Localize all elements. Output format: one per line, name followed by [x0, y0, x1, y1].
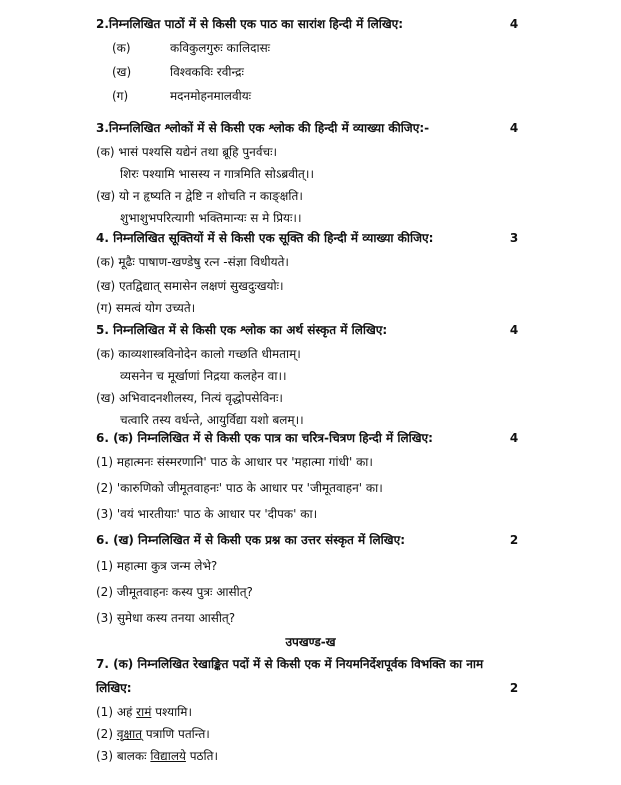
- option-key: (क): [112, 41, 131, 55]
- question-4: [96, 228, 621, 248]
- item-text: (2): [96, 727, 117, 741]
- underlined-word: विद्यालये: [150, 749, 186, 763]
- list-item: (ग) समत्वं योग उच्यते।: [96, 301, 196, 315]
- list-item: (2) 'कारुणिको जीमूतवाहनः' पाठ के आधार पर 'जीमूतवाहन' का।: [96, 481, 383, 495]
- verse-line: शिरः पश्यामि भासस्य न गात्रमिति सोऽब्रवीत्।।: [120, 167, 314, 181]
- option-row: [0, 38, 621, 58]
- list-item: (3) 'वयं भारतीयाः' पाठ के आधार पर 'दीपक' का।: [96, 507, 318, 521]
- verse-line: (ख) अभिवादनशीलस्य, नित्यं वृद्धोपसेविनः।: [96, 391, 283, 405]
- verse-line: (क) काव्यशास्त्रविनोदेन कालो गच्छति धीमताम्।: [96, 347, 301, 361]
- verse-line: (ख) यो न हृष्यति न द्वेष्टि न शोचति न काङ्क्षति।: [96, 189, 303, 203]
- option-text: कविकुलगुरुः कालिदासः: [170, 41, 271, 55]
- question-6a: [96, 428, 621, 448]
- list-item: (2) जीमूतवाहनः कस्य पुत्रः आसीत्?: [96, 585, 253, 599]
- option-key: (ग): [112, 89, 129, 103]
- verse-line: शुभाशुभपरित्यागी भक्तिमान्यः स मे प्रियः।।: [120, 211, 302, 225]
- section-heading: उपखण्ड-ख: [285, 635, 336, 649]
- question-text: 6. (क) निम्नलिखित में से किसी एक पात्र का चरित्र-चित्रण हिन्दी में लिखिए:: [96, 431, 433, 445]
- question-text: 2.निम्नलिखित पाठों में से किसी एक पाठ का सारांश हिन्दी में लिखिए:: [96, 17, 404, 31]
- list-item: (ख) एतद्विद्यात् समासेन लक्षणं सुखदुःखयोः।: [96, 279, 284, 293]
- item-text: पठति।: [185, 749, 219, 763]
- question-text: 6. (ख) निम्नलिखित में से किसी एक प्रश्न का उत्तर संस्कृत में लिखिए:: [96, 533, 406, 547]
- marks: 3: [509, 231, 519, 245]
- list-item: [96, 724, 621, 744]
- underlined-word: रामं: [136, 705, 152, 719]
- question-text: 5. निम्नलिखित में से किसी एक श्लोक का अर्थ संस्कृत में लिखिए:: [96, 323, 388, 337]
- marks: 4: [509, 431, 519, 445]
- marks: 2: [509, 681, 519, 695]
- option-text: मदनमोहनमालवीयः: [170, 89, 252, 103]
- item-text: (3) बालकः: [96, 749, 151, 763]
- marks: 2: [509, 533, 519, 547]
- list-item: [96, 702, 621, 722]
- option-key: (ख): [112, 65, 132, 79]
- marks: 4: [509, 323, 519, 337]
- question-text: 3.निम्नलिखित श्लोकों में से किसी एक श्लोक की हिन्दी में व्याख्या कीजिए:-: [96, 121, 430, 135]
- question-2: [96, 14, 621, 34]
- question-text: लिखिए:: [96, 681, 132, 695]
- option-row: [0, 86, 621, 106]
- question-text: 4. निम्नलिखित सूक्तियों में से किसी एक सूक्ति की हिन्दी में व्याख्या कीजिए:: [96, 231, 434, 245]
- option-text: विश्वकविः रवीन्द्रः: [170, 65, 244, 79]
- verse-line: (क) भासं पश्यसि यद्येनं तथा ब्रूहि पुनर्वचः।: [96, 145, 278, 159]
- item-text: पत्राणि पतन्ति।: [142, 727, 210, 741]
- marks: 4: [509, 17, 519, 31]
- question-6b: [96, 530, 621, 550]
- question-7-cont: [96, 678, 621, 698]
- question-5: [96, 320, 621, 340]
- verse-line: व्यसनेन च मूर्खाणां निद्रया कलहेन वा।।: [120, 369, 287, 383]
- list-item: (1) महात्मनः संस्मरणानि' पाठ के आधार पर 'महात्मा गांधी' का।: [96, 455, 373, 469]
- option-row: [0, 62, 621, 82]
- item-text: पश्यामि।: [151, 705, 193, 719]
- list-item: (3) सुमेधा कस्य तनया आसीत्?: [96, 611, 236, 625]
- question-text: 7. (क) निम्नलिखित रेखाङ्कित पदों में से किसी एक में नियमनिर्देशपूर्वक विभक्ति का नाम: [96, 657, 484, 671]
- item-text: (1) अहं: [96, 705, 137, 719]
- list-item: [96, 746, 621, 766]
- question-3: [96, 118, 621, 138]
- list-item: (क) मूढैः पाषाण-खण्डेषु रत्न -संज्ञा विधीयते।: [96, 255, 289, 269]
- underlined-word: वृक्षात्: [116, 727, 143, 741]
- list-item: (1) महात्मा कुत्र जन्म लेभे?: [96, 559, 218, 573]
- marks: 4: [509, 121, 519, 135]
- verse-line: चत्वारि तस्य वर्धन्ते, आयुर्विद्या यशो बलम्।।: [120, 413, 304, 427]
- question-7: [96, 654, 621, 674]
